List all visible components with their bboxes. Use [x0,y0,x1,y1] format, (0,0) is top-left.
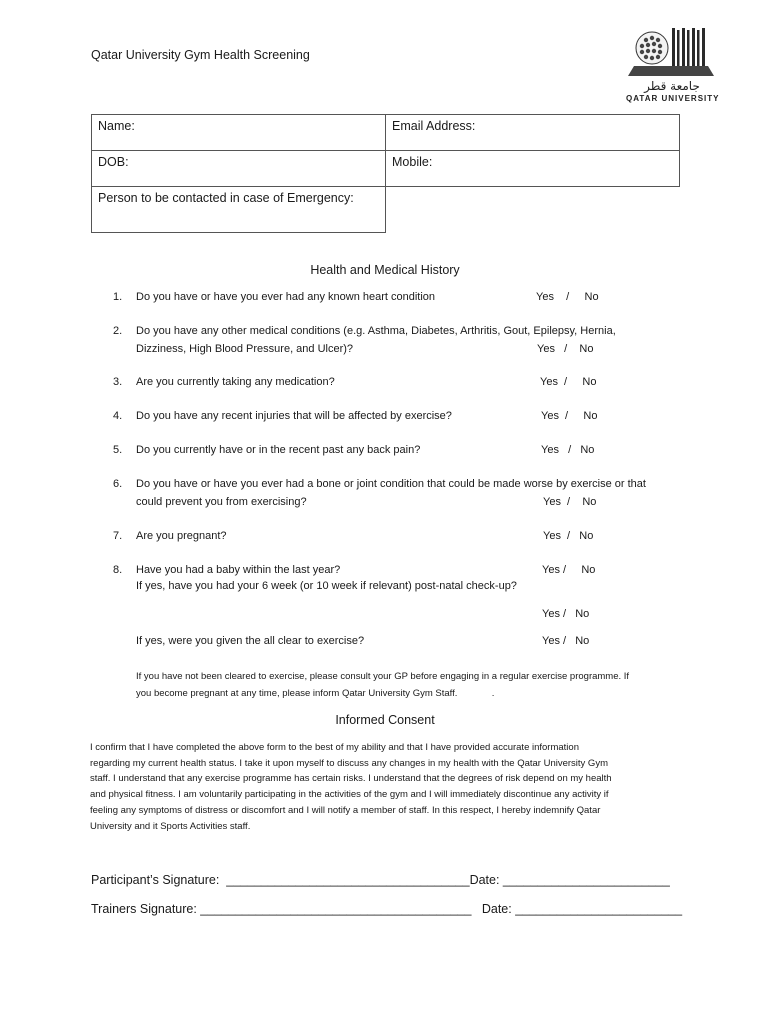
mobile-label: Mobile: [392,155,433,169]
logo-english-text: QATAR UNIVERSITY [626,94,720,103]
dob-label: DOB: [98,155,129,169]
emergency-label: Person to be contacted in case of Emergency: [98,191,354,205]
question-text: Have you had a baby within the last year? [136,564,341,576]
question-number: 5. [113,444,123,456]
question-followup-text: If yes, were you given the all clear to exercise? [136,635,365,647]
email-label: Email Address: [392,119,476,133]
consent-heading: Informed Consent [335,713,435,727]
consent-line: University and it Sports Activities staff. [90,820,251,832]
name-label: Name: [98,119,135,133]
question-number: 1. [113,291,123,303]
consent-line: I confirm that I have completed the above form to the best of my ability and that I have provided accurate information [90,742,579,753]
personal-info-table [91,114,680,233]
question-number: 6. [113,478,123,490]
yes-no-answer[interactable]: Yes / No [541,410,598,422]
note-line: you become pregnant at any time, please inform Qatar University Gym Staff. . [136,688,495,699]
emergency-contact-field[interactable] [92,187,386,233]
participant-signature-line[interactable]: Participant’s Signature: ___________________________________Date: ________________________ [91,873,670,887]
yes-no-answer[interactable]: Yes / No [541,444,595,456]
yes-no-answer[interactable]: Yes / No [542,635,590,647]
dob-field[interactable] [92,151,386,187]
clearance-note [136,668,696,702]
consent-text [90,740,680,834]
question-text: Do you have any recent injuries that will be affected by exercise? [136,410,452,422]
yes-no-answer[interactable]: Yes / No [536,291,599,303]
consent-line: and physical fitness. I am voluntarily participating in the activities of the gym and I will immediately discontinue any activity if [90,789,609,801]
question-text: Do you currently have or in the recent past any back pain? [136,444,421,456]
logo-arabic-text: جامعة قطر [644,79,700,93]
note-line: If you have not been cleared to exercise, please consult your GP before engaging in a regular exercise programme. If [136,671,630,682]
mobile-field[interactable] [386,151,680,187]
question-text: could prevent you from exercising? [136,496,307,508]
yes-no-answer[interactable]: Yes / No [542,608,590,620]
form-title: Qatar University Gym Health Screening [91,48,310,62]
yes-no-answer[interactable]: Yes / No [543,496,597,508]
logo-emblem-icon [622,24,722,94]
question-text: Dizziness, High Blood Pressure, and Ulcer)? [136,343,354,355]
question-number: 2. [113,325,123,337]
yes-no-answer[interactable]: Yes / No [543,530,594,542]
email-field[interactable] [386,115,680,151]
question-number: 3. [113,376,123,388]
question-number: 7. [113,530,123,542]
qatar-university-logo [622,24,722,108]
yes-no-answer[interactable]: Yes / No [537,343,594,355]
question-text: Are you currently taking any medication? [136,376,335,388]
consent-line: staff. I understand that any exercise programme has certain risks. I understand that the degrees of risk depend on my health [90,773,612,785]
question-number: 8. [113,564,123,576]
consent-line: regarding my current health status. I take it upon myself to discuss any changes in my health with the Qatar University Gym [90,757,608,769]
question-text: Do you have any other medical conditions (e.g. Asthma, Diabetes, Arthritis, Gout, Epilepsy, Hernia, [136,325,616,337]
trainer-signature-line[interactable]: Trainers Signature: _______________________________________ Date: ________________________ [91,902,683,916]
question-text: Are you pregnant? [136,530,227,542]
table-blank-cell [386,187,680,233]
health-history-heading: Health and Medical History [310,263,460,277]
consent-line: feeling any symptoms of distress or discomfort and I will notify a member of staff. In this respect, I hereby indemnify Qatar [90,804,601,816]
name-field[interactable] [92,115,386,151]
question-followup-text: If yes, have you had your 6 week (or 10 week if relevant) post-natal check-up? [136,580,517,592]
question-number: 4. [113,410,123,422]
yes-no-answer[interactable]: Yes / No [542,564,596,576]
question-text: Do you have or have you ever had a bone or joint condition that could be made worse by exercise or that [136,478,646,490]
question-text: Do you have or have you ever had any known heart condition [136,291,436,303]
yes-no-answer[interactable]: Yes / No [540,376,597,388]
